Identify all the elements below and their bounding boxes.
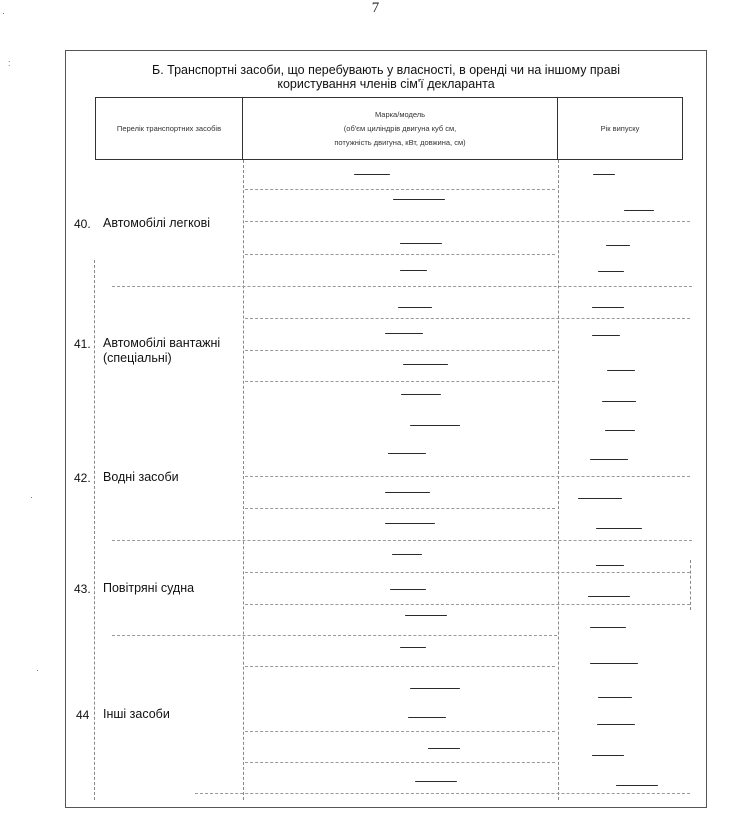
row-line <box>245 381 555 382</box>
header-year: Рік випуску <box>600 123 640 133</box>
table-header <box>95 97 683 160</box>
redaction-stroke <box>596 565 624 566</box>
column-divider-edge <box>690 560 691 610</box>
redaction-stroke <box>400 243 442 244</box>
row-line <box>245 508 555 509</box>
redaction-stroke <box>590 627 626 628</box>
redaction-stroke <box>590 663 638 664</box>
category-label: Водні засоби <box>103 470 179 484</box>
column-divider-left <box>243 160 244 800</box>
row-line <box>245 666 555 667</box>
redaction-stroke <box>403 364 448 365</box>
category-number: 44 <box>76 708 90 722</box>
redaction-stroke <box>624 210 654 211</box>
row-line <box>245 762 555 763</box>
section-title-line-1: Б. Транспортні засоби, що перебувають у власності, в оренді чи на іншому праві <box>151 63 621 77</box>
row-line <box>112 540 692 541</box>
category-label: Повітряні судна <box>103 581 195 595</box>
scan-speck: · <box>2 8 5 18</box>
redaction-stroke <box>606 245 630 246</box>
row-line <box>112 286 692 287</box>
category-label: Автомобілі легкові <box>103 216 211 230</box>
redaction-stroke <box>428 748 460 749</box>
row-line <box>245 318 690 319</box>
redaction-stroke <box>408 717 446 718</box>
header-vehicle-list: Перелік транспортних засобів <box>96 98 243 159</box>
category-label: Автомобілі вантажні (спеціальні) <box>103 336 221 365</box>
redaction-stroke <box>392 554 422 555</box>
redaction-stroke <box>393 199 445 200</box>
header-brand-model-line-2: (об'єм циліндрів двигуна куб см, <box>343 123 457 133</box>
section-title <box>66 63 706 91</box>
redaction-stroke <box>593 174 615 175</box>
category-number: 43. <box>74 582 91 596</box>
redaction-stroke <box>598 271 624 272</box>
redaction-stroke <box>354 174 390 175</box>
column-divider-right <box>558 160 559 800</box>
redaction-stroke <box>385 523 435 524</box>
row-line <box>195 793 690 794</box>
redaction-stroke <box>602 401 636 402</box>
redaction-stroke <box>410 425 460 426</box>
redaction-stroke <box>385 492 430 493</box>
redaction-stroke <box>578 498 622 499</box>
category-label: Інші засоби <box>103 707 170 721</box>
redaction-stroke <box>592 307 624 308</box>
redaction-stroke <box>605 430 635 431</box>
column-divider-first <box>94 260 95 800</box>
redaction-stroke <box>590 459 628 460</box>
row-line <box>112 635 557 636</box>
redaction-stroke <box>597 724 635 725</box>
row-line <box>245 731 555 732</box>
redaction-stroke <box>598 697 632 698</box>
redaction-stroke <box>400 270 427 271</box>
row-line <box>245 572 690 573</box>
redaction-stroke <box>607 370 635 371</box>
row-line <box>245 604 690 605</box>
form-frame <box>65 50 707 808</box>
category-number: 41. <box>74 337 91 351</box>
page-number: 7 <box>371 0 380 16</box>
redaction-stroke <box>410 688 460 689</box>
row-line <box>245 350 555 351</box>
row-line <box>245 221 690 222</box>
redaction-stroke <box>390 589 426 590</box>
row-line <box>245 254 555 255</box>
redaction-stroke <box>588 596 630 597</box>
category-number: 40. <box>74 217 91 231</box>
scan-speck: · <box>36 665 39 675</box>
header-brand-model-line-1: Марка/модель <box>374 109 426 119</box>
row-line <box>245 476 690 477</box>
redaction-stroke <box>616 785 658 786</box>
redaction-stroke <box>401 394 441 395</box>
redaction-stroke <box>400 647 426 648</box>
row-line <box>245 189 555 190</box>
redaction-stroke <box>596 528 642 529</box>
section-title-line-2: користування членів сім'ї декларанта <box>277 77 495 91</box>
redaction-stroke <box>592 755 624 756</box>
redaction-stroke <box>415 781 457 782</box>
redaction-stroke <box>398 307 432 308</box>
redaction-stroke <box>592 335 620 336</box>
header-brand-model <box>243 98 558 159</box>
category-number: 42. <box>74 471 91 485</box>
header-brand-model-line-3: потужність двигуна, кВт, довжина, см) <box>334 137 466 147</box>
redaction-stroke <box>388 453 426 454</box>
redaction-stroke <box>385 333 423 334</box>
redaction-stroke <box>405 615 447 616</box>
scan-speck: · <box>30 492 33 502</box>
scan-speck: : <box>8 58 11 68</box>
